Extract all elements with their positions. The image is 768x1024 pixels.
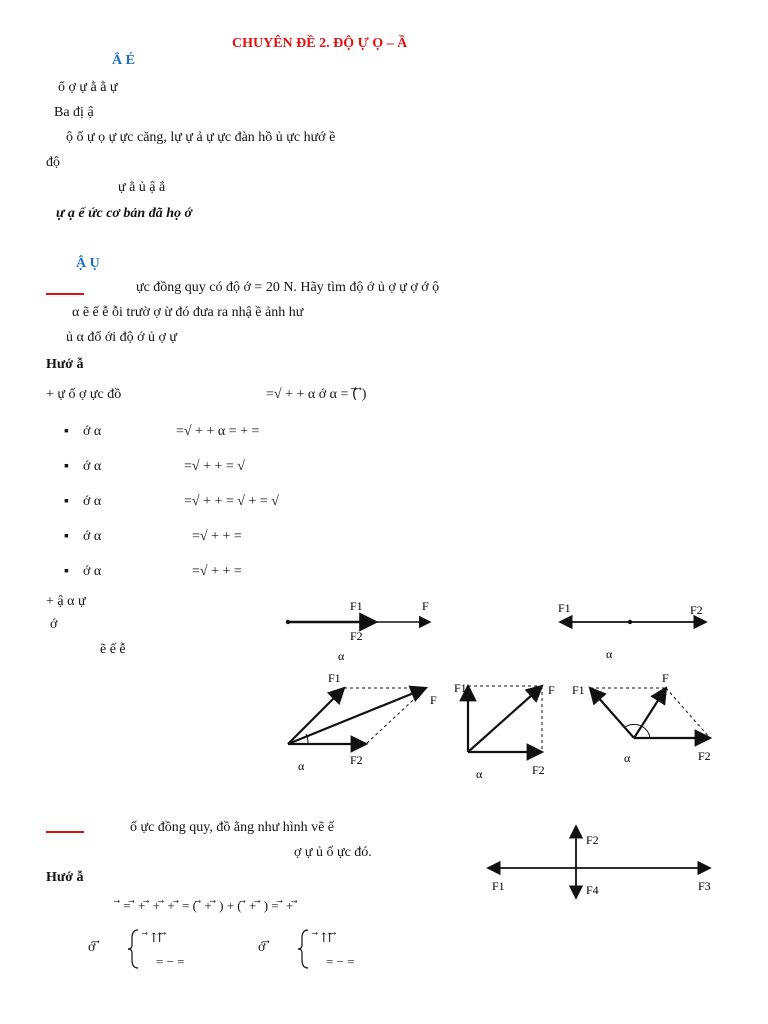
note-line: ớ <box>50 617 58 632</box>
diagram-acute-angle <box>282 668 452 778</box>
label-F2: F2 <box>350 629 363 643</box>
case-equation: =√ + + = <box>192 529 242 544</box>
guide-heading: Hướ ẫ <box>46 357 84 372</box>
label-F4: F4 <box>586 883 599 897</box>
case-row: ▪ ớ α <box>64 494 102 509</box>
case-row: ▪ ớ α <box>64 529 102 544</box>
text-line: Ba đị ậ <box>54 105 94 120</box>
case-row: ▪ ớ α <box>64 424 102 439</box>
problem1-line: ủ α đố ới độ ớ ủ ợ ự <box>66 330 178 345</box>
left-brace-icon <box>128 928 140 970</box>
label-alpha: α <box>476 767 483 781</box>
condition-right: ớ ⃗ <box>258 940 270 955</box>
note-line: ẽ ế ễ <box>100 642 126 657</box>
problem2-line: ố ực đồng quy, đồ ằng như hình vẽ ế <box>130 820 335 835</box>
label-F: F <box>548 683 555 697</box>
label-F2: F2 <box>586 833 599 847</box>
vector-sum-equation: ⃗ = ⃗ + ⃗ + ⃗ + ⃗ = ( ⃗ + ⃗ ) + ( ⃗ + ⃗ ) = ⃗ + ⃗ <box>120 898 298 913</box>
problem1-line: α ẽ ế ễ ỗi trườ ợ ừ đó đưa ra nhậ ề ảnh hư <box>72 305 304 320</box>
formula-intro: + ự ố ợ ực đồ <box>46 387 122 402</box>
diagram-same-direction <box>280 598 440 668</box>
note-line: + ậ α ự <box>46 594 86 609</box>
section-heading-practice: Ậ Ụ <box>76 256 100 271</box>
label-F2: F2 <box>532 763 545 777</box>
label-F1: F1 <box>572 683 585 697</box>
label-alpha: α <box>338 649 345 663</box>
case-row: ▪ ớ α <box>64 459 102 474</box>
text-line: ự ạ ế ức cơ bản đã họ ớ <box>56 206 193 221</box>
diagram-opposite-direction <box>552 598 722 668</box>
label-F1: F1 <box>558 601 571 615</box>
label-F1: F1 <box>454 681 467 695</box>
case-equation: =√ + + = √ <box>184 459 245 474</box>
system-top: ⃗ ⇈ ⃗ <box>318 930 337 945</box>
label-F: F <box>662 671 669 685</box>
formula-main: =√ + + α ớ α = (⃗ ⃗) <box>266 387 367 402</box>
guide-heading: Hướ ẫ <box>46 870 84 885</box>
problem1-line: ực đồng quy có độ ớ = 20 N. Hãy tìm độ ớ ủ ợ ự ợ ớ ộ <box>136 280 440 295</box>
label-F2: F2 <box>698 749 711 763</box>
label-F1: F1 <box>328 671 341 685</box>
label-F1: F1 <box>492 879 505 893</box>
label-alpha: α <box>298 759 305 773</box>
label-F: F <box>430 693 437 707</box>
case-equation: =√ + + α = + = <box>176 424 260 439</box>
label-F3: F3 <box>698 879 711 893</box>
problem2-line: ợ ự ủ ố ực đó. <box>294 845 372 860</box>
case-equation: =√ + + = √ + = √ <box>184 494 279 509</box>
page-title: CHUYÊN ĐỀ 2. ĐỘ Ự Ọ – Ầ <box>232 36 408 51</box>
label-F1: F1 <box>350 599 363 613</box>
system-top: ⃗ ⇈ ⃗ <box>148 930 167 945</box>
case-equation: =√ + + = <box>192 564 242 579</box>
left-brace-icon <box>298 928 310 970</box>
diagram-four-forces <box>486 824 716 900</box>
diagram-right-angle <box>452 672 562 782</box>
section-heading-theory: Ắ É <box>112 53 135 68</box>
system-bottom: = − = <box>156 954 185 969</box>
label-F: F <box>422 599 429 613</box>
problem-marker <box>46 293 84 295</box>
label-alpha: α <box>606 647 613 661</box>
text-line: ộ ố ự ọ ự ực căng, lự ự ả ự ực đàn hồ ủ ực hướ ề <box>66 130 336 145</box>
system-bottom: = − = <box>326 954 355 969</box>
label-F2: F2 <box>350 753 363 767</box>
condition-left: ớ ⃗ <box>88 940 100 955</box>
text-line: ổ ợ ự ằ ằ ự <box>58 80 118 95</box>
case-row: ▪ ớ α <box>64 564 102 579</box>
problem-marker <box>46 831 84 833</box>
text-line: độ <box>46 155 60 170</box>
text-line: ự ằ ủ ậ ắ <box>118 180 166 195</box>
diagram-obtuse-angle <box>568 668 718 778</box>
label-F2: F2 <box>690 603 703 617</box>
label-alpha: α <box>624 751 631 765</box>
